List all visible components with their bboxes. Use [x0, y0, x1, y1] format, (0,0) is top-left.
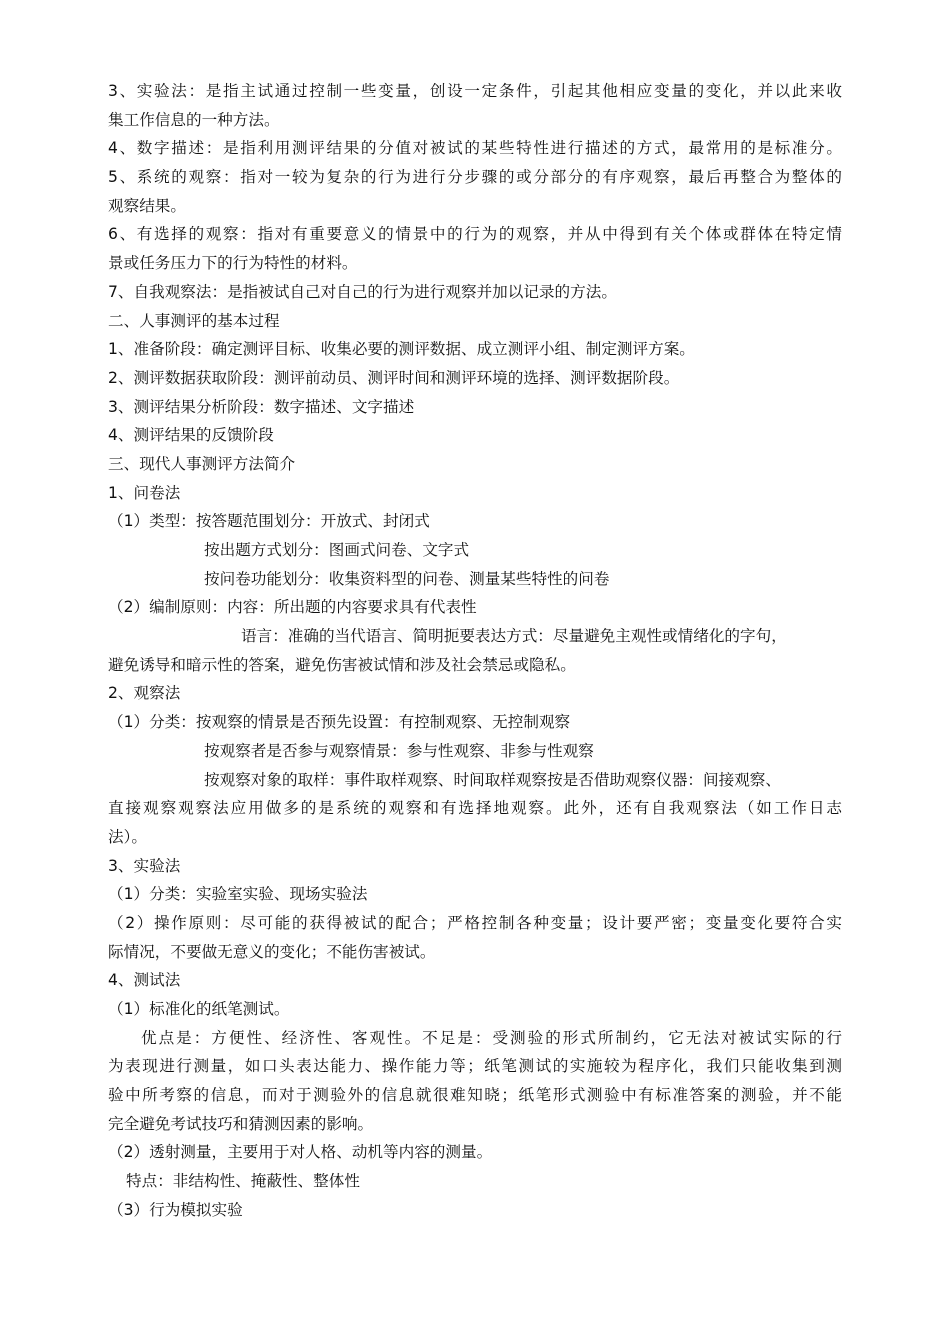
text-line: 3、实验法：是指主试通过控制一些变量，创设一定条件，引起其他相应变量的变化，并以此来收: [108, 82, 842, 100]
text-line: （3）行为模拟实验: [108, 1200, 243, 1219]
text-line: 1、准备阶段：确定测评目标、收集必要的测评数据、成立测评小组、制定测评方案。: [108, 340, 695, 359]
text-line: （1）类型：按答题范围划分：开放式、封闭式: [108, 512, 430, 531]
subsection-heading: 2、观察法: [108, 684, 181, 703]
text-line: 2、测评数据获取阶段：测评前动员、测评时间和测评环境的选择、测评数据阶段。: [108, 368, 680, 387]
text-line: 按问卷功能划分：收集资料型的问卷、测量某些特性的问卷: [204, 569, 610, 588]
text-line: 优点是：方便性、经济性、客观性。不足是：受测验的形式所制约，它无法对被试实际的行: [141, 1028, 842, 1047]
document-page: [108, 77, 842, 1225]
text-line: 4、数字描述：是指利用测评结果的分值对被试的某些特性进行描述的方式，最常用的是标准分。: [108, 139, 842, 158]
text-line: 法）。: [108, 827, 147, 846]
text-line: （1）标准化的纸笔测试。: [108, 1000, 290, 1018]
text-line: 5、系统的观察：指对一较为复杂的行为进行分步骤的或分部分的有序观察，最后再整合为整体的: [108, 168, 842, 187]
text-line: 6、有选择的观察：指对有重要意义的情景中的行为的观察，并从中得到有关个体或群体在特定情: [108, 225, 842, 244]
text-line: 景或任务压力下的行为特性的材料。: [108, 254, 358, 273]
text-line: （1）分类：按观察的情景是否预先设置：有控制观察、无控制观察: [108, 713, 571, 732]
text-line: 为表现进行测量，如口头表达能力、操作能力等；纸笔测试的实施较为程序化，我们只能收集到测: [108, 1057, 842, 1076]
text-line: 特点：非结构性、掩蔽性、整体性: [126, 1172, 360, 1191]
subsection-heading: 3、实验法: [108, 856, 181, 875]
section-heading: 三、现代人事测评方法简介: [108, 454, 296, 473]
text-line: 直接观察观察法应用做多的是系统的观察和有选择地观察。此外，还有自我观察法（如工作日志: [108, 799, 842, 818]
text-line: 集工作信息的一种方法。: [108, 110, 280, 129]
text-line: 际情况，不要做无意义的变化；不能伤害被试。: [108, 942, 436, 961]
text-line: 按出题方式划分：图画式问卷、文字式: [204, 541, 470, 559]
text-line: 语言：准确的当代语言、简明扼要表达方式：尽量避免主观性或情绪化的字句，: [241, 627, 787, 646]
text-line: （2）操作原则：尽可能的获得被试的配合；严格控制各种变量；设计要严密；变量变化要符合实: [108, 913, 842, 932]
text-line: 完全避免考试技巧和猜测因素的影响。: [108, 1114, 374, 1133]
text-line: 7、自我观察法：是指被试自己对自己的行为进行观察并加以记录的方法。: [108, 282, 617, 301]
text-line: 4、测评结果的反馈阶段: [108, 426, 274, 445]
text-line: （2）透射测量，主要用于对人格、动机等内容的测量。: [108, 1143, 493, 1162]
text-line: （2）编制原则：内容：所出题的内容要求具有代表性: [108, 598, 477, 617]
text-line: 按观察者是否参与观察情景：参与性观察、非参与性观察: [204, 741, 594, 760]
section-heading: 二、人事测评的基本过程: [108, 311, 280, 330]
text-line: 按观察对象的取样：事件取样观察、时间取样观察按是否借助观察仪器：间接观察、: [204, 770, 781, 789]
text-line: 3、测评结果分析阶段：数字描述、文字描述: [108, 397, 415, 416]
text-line: 验中所考察的信息，而对于测验外的信息就很难知晓；纸笔形式测验中有标准答案的测验，并不能: [108, 1086, 842, 1105]
text-line: 避免诱导和暗示性的答案，避免伤害被试情和涉及社会禁忌或隐私。: [108, 655, 576, 674]
text-line: 观察结果。: [108, 196, 186, 215]
text-line: （1）分类：实验室实验、现场实验法: [108, 885, 368, 904]
subsection-heading: 1、问卷法: [108, 483, 181, 502]
subsection-heading: 4、测试法: [108, 971, 181, 990]
